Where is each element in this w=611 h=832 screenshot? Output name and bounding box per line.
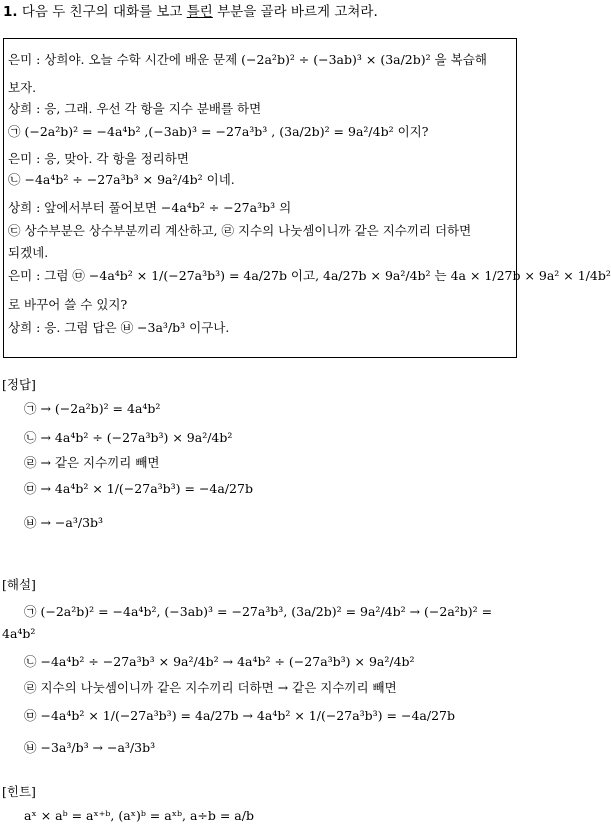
- explanation-line-4: ㉤ −4a⁴b² × 1/(−27a³b³) = 4a/27b → 4a⁴b² × 1/(−27a³b³) = −4a/27b: [24, 708, 455, 723]
- explanation-line-2: ㉡ −4a⁴b² ÷ −27a³b³ × 9a²/4b² → 4a⁴b² ÷ (−27a³b³) × 9a²/4b²: [24, 654, 415, 669]
- explanation-line-1b: 4a⁴b²: [2, 626, 36, 641]
- answer-line-3: ㉣ → 같은 지수끼리 빼면: [24, 455, 160, 470]
- explanation-line-5: ㉥ −3a³/b³ → −a³/3b³: [24, 740, 156, 755]
- dialogue-line-8: ㉢ 상수부분은 상수부분끼리 계산하고, ㉣ 지수의 나눗셈이니까 같은 지수끼리 더하면: [8, 223, 472, 238]
- dialogue-line-10: 은미 : 그럼 ㉤ −4a⁴b² × 1/(−27a³b³) = 4a/27b 이고, 4a/27b × 9a²/4b² 는 4a × 1/27b × 9a² × 1/4b²: [8, 268, 611, 283]
- question-line: [3, 4, 378, 20]
- dialogue-line-3: 상희 : 응, 그래. 우선 각 항을 지수 분배를 하면: [8, 101, 262, 116]
- dialogue-line-5: 은미 : 응, 맞아. 각 항을 정리하면: [8, 151, 189, 166]
- dialogue-line-12: 상희 : 응. 그럼 답은 ㉥ −3a³/b³ 이구나.: [8, 320, 230, 335]
- dialogue-line-9: 되겠네.: [8, 245, 49, 260]
- dialogue-line-2: 보자.: [8, 80, 37, 95]
- explanation-heading: [해설]: [2, 577, 36, 592]
- answer-line-2: ㉡ → 4a⁴b² ÷ (−27a³b³) × 9a²/4b²: [24, 430, 233, 445]
- dialogue-line-1: 은미 : 상희야. 오늘 수학 시간에 배운 문제 (−2a²b)² ÷ (−3ab)³ × (3a/2b)² 을 복습해: [8, 52, 487, 67]
- dialogue-line-6: ㉡ −4a⁴b² ÷ −27a³b³ × 9a²/4b² 이네.: [8, 172, 235, 187]
- explanation-line-1: ㉠ (−2a²b)² = −4a⁴b², (−3ab)³ = −27a³b³, (3a/2b)² = 9a²/4b² → (−2a²b)² =: [24, 604, 493, 619]
- hint-heading: [힌트]: [2, 784, 36, 799]
- dialogue-line-11: 로 바꾸어 쓸 수 있지?: [8, 297, 128, 312]
- answer-line-4: ㉤ → 4a⁴b² × 1/(−27a³b³) = −4a/27b: [24, 481, 253, 496]
- question-number: 1.: [3, 4, 18, 20]
- dialogue-line-7: 상희 : 앞에서부터 풀어보면 −4a⁴b² ÷ −27a³b³ 의: [8, 200, 292, 215]
- hint-line-1: aˣ × aᵇ = aˣ⁺ᵇ, (aˣ)ᵇ = aˣᵇ, a÷b = a/b: [24, 808, 254, 823]
- answer-line-1: ㉠ → (−2a²b)² = 4a⁴b²: [24, 401, 161, 416]
- dialogue-line-4: ㉠ (−2a²b)² = −4a⁴b² ,(−3ab)³ = −27a³b³ , (3a/2b)² = 9a²/4b² 이지?: [8, 124, 429, 139]
- question-underline-word: 틀린: [186, 4, 213, 20]
- answer-line-5: ㉥ → −a³/3b³: [24, 515, 104, 530]
- answer-heading: [정답]: [2, 377, 36, 392]
- explanation-line-3: ㉣ 지수의 나눗셈이니까 같은 지수끼리 더하면 → 같은 지수끼리 빼면: [24, 680, 397, 695]
- question-text-after: 부분을 골라 바르게 고쳐라.: [212, 4, 378, 20]
- question-text-before: 다음 두 친구의 대화를 보고: [21, 4, 187, 20]
